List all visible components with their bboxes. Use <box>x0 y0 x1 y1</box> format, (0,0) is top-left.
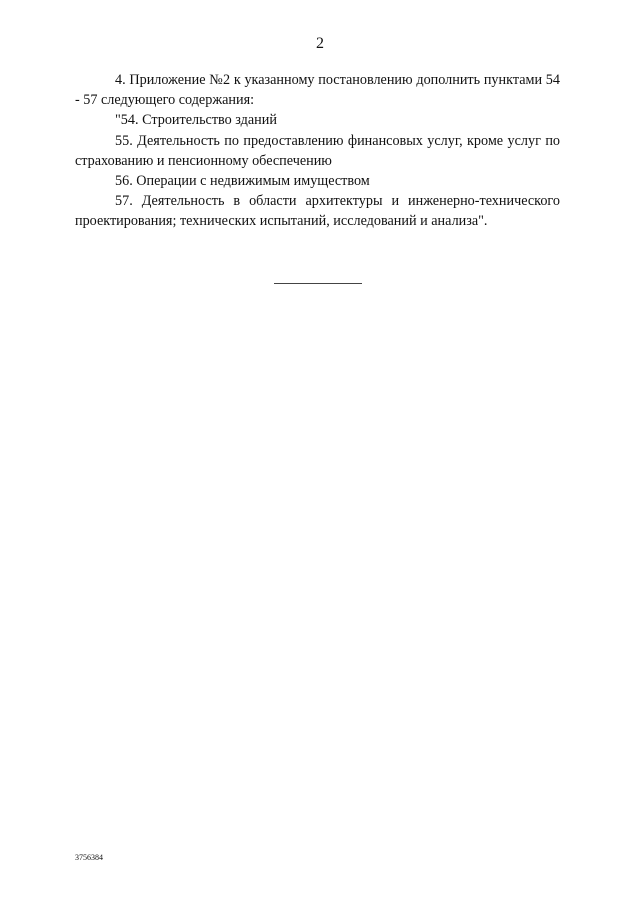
paragraph-item-56: 56. Операции с недвижимым имуществом <box>115 173 370 190</box>
page-number: 2 <box>316 35 324 52</box>
paragraph-item-55: 55. Деятельность по предоставлению финансовых услуг, кроме услуг по страхованию и пенсионному обеспечению <box>75 132 560 169</box>
end-separator-line <box>274 283 362 284</box>
paragraph-item-57: 57. Деятельность в области архитектуры и инженерно-технического проектирования; технических испытаний, исследований и анализа". <box>75 193 560 230</box>
document-body <box>75 70 560 232</box>
paragraph-item-54: "54. Строительство зданий <box>115 112 277 129</box>
document-code: 3756384 <box>75 853 103 862</box>
paragraph-amendment-intro: 4. Приложение №2 к указанному постановлению дополнить пунктами 54 - 57 следующего содержания: <box>75 72 560 109</box>
